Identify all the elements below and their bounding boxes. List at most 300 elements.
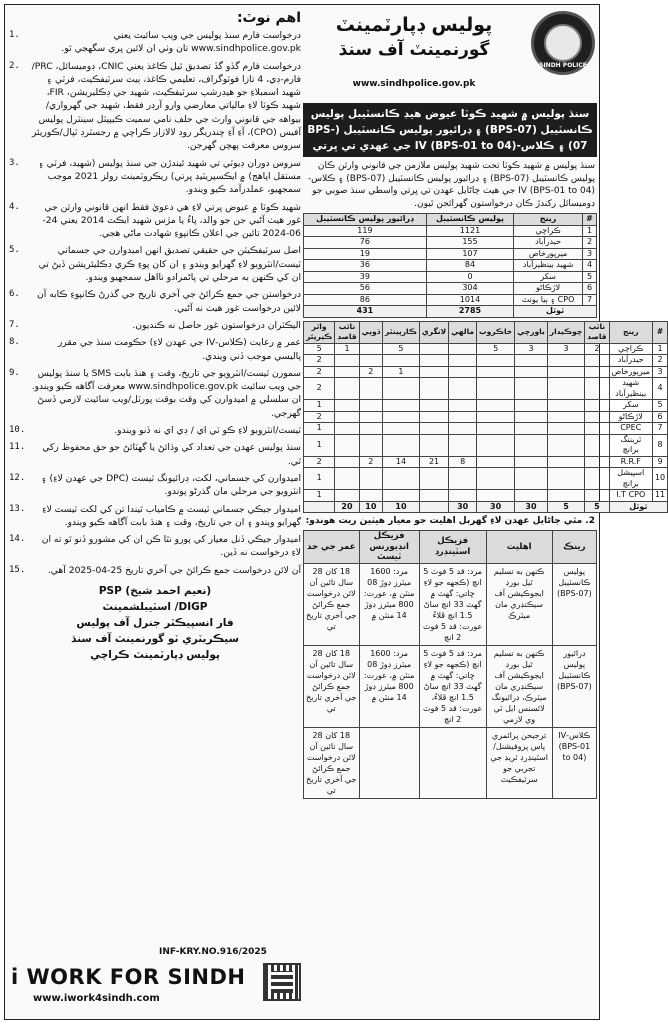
notes-list xyxy=(9,29,301,577)
note-text: اصل سرٽيفڪيٽن جي حقيقي تصديق انهن اميدوارن جي جسماني ٽيسٽ/انٽرويو لاءِ گهرايو ويندو ۽ ان کان پوءِ ڪري ڊڪليئريشن ڏيڻ تي ان کي ڪنهن به مرحلي تي پاڻمرادو نااهل سمجهيو ويندو. xyxy=(38,245,301,284)
table-cell xyxy=(359,468,382,490)
table-cell xyxy=(477,411,515,423)
column-header: چوڪيدار xyxy=(547,321,584,343)
table-cell: R.R.F xyxy=(609,456,652,468)
table-cell xyxy=(419,411,448,423)
table-cell xyxy=(449,378,477,400)
table-cell xyxy=(547,468,584,490)
table-cell xyxy=(547,400,584,412)
eligibility-rank: پوليس ڪانسٽيبل (BPS-07) xyxy=(552,563,596,645)
table-cell: 6 xyxy=(652,411,667,423)
column-header: مالهي xyxy=(449,321,477,343)
table-cell: ٽريننگ برانچ xyxy=(609,434,652,456)
eligibility-endurance xyxy=(359,727,419,798)
table-row xyxy=(304,490,668,502)
table-cell xyxy=(547,434,584,456)
eligibility-endurance: مرد: 1600 ميٽرز ڊوڙ 08 منٽن ۾، عورت: 800 ميٽرز ڊوڙ 14 منٽن ۾ xyxy=(359,645,419,727)
eligibility-age: 18 کان 28 سال تائين آن لائن درخواست جمع ڪرائڻ جي آخري تاريخ تي xyxy=(304,727,360,798)
table-cell xyxy=(419,490,448,502)
brand-url[interactable]: www.iwork4sindh.com xyxy=(33,993,160,1004)
table-cell: CPO ۽ ٻيا يونٽ xyxy=(514,294,583,306)
column-header: ڪارپينٽر xyxy=(383,321,420,343)
table-cell: 2 xyxy=(583,237,597,249)
notes-title: اهم نوٽ: xyxy=(236,10,301,26)
table-cell xyxy=(359,411,382,423)
table-cell xyxy=(449,400,477,412)
eligibility-rank: ڪلاس-IV (BPS-01 to 04) xyxy=(552,727,596,798)
table-cell: 3 xyxy=(515,343,548,355)
note-number: 13. xyxy=(9,503,26,514)
posts-table-header xyxy=(304,214,597,226)
note-item xyxy=(9,244,301,284)
note-item xyxy=(9,424,301,437)
note-number: 2. xyxy=(9,60,20,71)
table-cell xyxy=(547,490,584,502)
badge-icon xyxy=(544,24,582,62)
table-cell xyxy=(515,456,548,468)
table-cell xyxy=(515,411,548,423)
table-row xyxy=(304,225,597,237)
table-cell xyxy=(359,343,382,355)
table-cell: I.T CPO xyxy=(609,490,652,502)
signatory-designation-4: پوليس ڊپارٽمينٽ ڪراچي xyxy=(90,648,220,661)
table-cell xyxy=(419,355,448,367)
table-cell xyxy=(359,400,382,412)
table-cell xyxy=(585,468,609,490)
column-header: ڊرائيور پوليس ڪانسٽيبل xyxy=(304,214,427,226)
table-row xyxy=(304,378,668,400)
table-cell: 107 xyxy=(426,248,513,260)
table-row xyxy=(304,248,597,260)
total-cell xyxy=(419,501,448,513)
table-cell: 2 xyxy=(652,355,667,367)
total-cell: 30 xyxy=(515,501,548,513)
table-cell xyxy=(477,423,515,435)
note-item xyxy=(9,533,301,560)
intro-paragraph: سنڌ پوليس ۾ شهيد ڪوٽا تحت شهيد پوليس ملازمن جي قانوني وارثن ڪان پوليس ڪانسٽيبل (BPS-07) ۽ ڊرائيور پوليس ڪانسٽيبل (BPS-07) ۽ ڪلاس-IV (BPS-01 to 04) جي هيٺ ڄاڻايل عهدن تي ڀرتي واسطي سنڌ صوبي جو ڊوميسائل رکندڙ ڪان درخواستون گهرائجن ٿيون. xyxy=(307,161,595,209)
table-cell: 2 xyxy=(304,355,335,367)
table-cell xyxy=(547,355,584,367)
table-cell xyxy=(335,490,359,502)
qr-code-icon[interactable] xyxy=(263,963,301,1001)
table-cell xyxy=(477,456,515,468)
table-cell xyxy=(335,366,359,378)
table-cell xyxy=(383,411,420,423)
class-iv-table xyxy=(303,321,668,514)
table-cell: 1 xyxy=(304,490,335,502)
table-cell xyxy=(585,355,609,367)
table-cell: ڪراچي xyxy=(514,225,583,237)
reference-number: INF-KRY.NO.916/2025 xyxy=(159,947,267,957)
table-cell xyxy=(359,490,382,502)
eligibility-physical: مرد: قد 5 فوٽ 5 انچ (ڪجهه جو لاءِ ڇاتي: گهٽ ۾ گهٽ 33 انچ ساڻ 1.5 انچ ڦلاءُ، عورت: قد 5 فوٽ 2 انچ xyxy=(419,645,486,727)
note-item xyxy=(9,441,301,468)
note-item xyxy=(9,319,301,332)
total-pc: 2785 xyxy=(426,306,513,318)
table-cell: 5 xyxy=(583,271,597,283)
column-header: اهليت xyxy=(486,531,552,564)
eligibility-qual: ڪنهن به تسليم ٿيل بورڊ ايجوڪيشن آف سيڪنڊري مان ميٽرڪ، ڊرائيونگ لائسنس ايل ٽي وي لازمي xyxy=(486,645,552,727)
note-text: درخواستن جي جمع ڪرائڻ جي آخري تاريخ جي گذرڻ ڪانپوءِ ڪابه آن لائين درخواست غور هيٺ نه آڻبي. xyxy=(36,289,301,314)
eligibility-age: 18 کان 28 سال تائين آن لائن درخواست جمع ڪرائڻ جي آخري تاريخ تي xyxy=(304,563,360,645)
table-cell: 3 xyxy=(547,343,584,355)
note-text: سروس دوران ڊيوٽي تي شهيد ٿيندڙن جي سنڌ پوليس (شهيد، فرٽي ۽ مستقل اپاهج) ۾ ايڪسپريٽيڊ ڀرتي) ريڪروٽمينٽ رولز 2021 موجب سمجهيو، عملدرآمد ڪيو ويندو. xyxy=(38,157,301,196)
table-cell xyxy=(449,343,477,355)
table-cell xyxy=(335,434,359,456)
note-number: 8. xyxy=(9,337,20,348)
table-cell xyxy=(383,434,420,456)
table-row xyxy=(304,563,597,645)
table-row xyxy=(304,343,668,355)
eligibility-table-header xyxy=(304,531,597,564)
total-cell: 5 xyxy=(585,501,609,513)
table-cell: 2 xyxy=(359,366,382,378)
total-label: ٽوٽل xyxy=(609,501,668,513)
column-header: رينڪ xyxy=(552,531,596,564)
table-cell: شهيد بينظيرآباد xyxy=(514,260,583,272)
table-cell xyxy=(449,434,477,456)
table-cell xyxy=(585,456,609,468)
table-cell: 6 xyxy=(583,283,597,295)
footer xyxy=(9,945,595,1015)
eligibility-table xyxy=(303,530,597,799)
table-cell: 7 xyxy=(583,294,597,306)
table-cell xyxy=(477,366,515,378)
table-cell: 1 xyxy=(304,400,335,412)
table-cell xyxy=(359,355,382,367)
table-cell: 155 xyxy=(426,237,513,249)
table-cell xyxy=(383,423,420,435)
note-text: اميدوارن کي جسماني، لکت، ڊرائيونگ ٽيسٽ (DPC جي عهدن لاءِ) ۽ انٽرويو جي مرحلي مان گذرڻو پوندو. xyxy=(41,472,301,498)
column-header: ڌوٻي xyxy=(359,321,382,343)
table-cell xyxy=(419,468,448,490)
table-cell: 5 xyxy=(652,400,667,412)
note-number: 14. xyxy=(9,534,26,545)
table-cell xyxy=(419,366,448,378)
eligibility-age: 18 کان 28 سال تائين آن لائن درخواست جمع ڪرائڻ جي آخري تاريخ تي xyxy=(304,645,360,727)
table-row xyxy=(304,456,668,468)
table-cell: ميرپورخاص xyxy=(514,248,583,260)
table-cell xyxy=(383,400,420,412)
table-cell: 1 xyxy=(652,343,667,355)
table-cell xyxy=(449,468,477,490)
eligibility-physical: مرد: قد 5 فوٽ 5 انچ (ڪجهه جو لاءِ ڇاتي: گهٽ ۾ گهٽ 33 انچ ساڻ 1.5 انچ ڦلاءُ عورت: قد 5 فوٽ 2 انچ xyxy=(419,563,486,645)
note-text: سنڌ پوليس عهدن جي تعداد کي وڌائڻ يا گهٽائڻ جو حق محفوظ رکي ٿي. xyxy=(42,442,301,467)
government-title: گورنمينٽ آف سنڌ xyxy=(338,40,490,60)
total-row xyxy=(304,501,668,513)
note-item xyxy=(9,472,301,499)
brand-logo: i WORK FOR SINDH xyxy=(11,965,246,989)
table-cell: ميرپورخاص xyxy=(609,366,652,378)
table-cell: 84 xyxy=(426,260,513,272)
sindh-police-logo xyxy=(531,11,595,75)
table-row xyxy=(304,366,668,378)
eligibility-physical xyxy=(419,727,486,798)
table-cell: 5 xyxy=(304,343,335,355)
note-text: عمر ۾ رعايت (ڪلاس-IV جي عهدن لاءِ) حڪومت سنڌ جي مقرر پاليسي موجب ڏني ويندي. xyxy=(57,337,301,362)
table-cell: 14 xyxy=(383,456,420,468)
table-cell xyxy=(419,400,448,412)
table-cell: 7 xyxy=(652,423,667,435)
table-cell xyxy=(449,355,477,367)
table-cell xyxy=(547,411,584,423)
table-cell xyxy=(515,434,548,456)
table-cell xyxy=(335,400,359,412)
table-cell: حيدرآباد xyxy=(514,237,583,249)
column-header: عمر جي حد xyxy=(304,531,360,564)
note-item xyxy=(9,288,301,315)
column-header: ناٽب قاصد xyxy=(585,321,609,343)
total-cell: 10 xyxy=(359,501,382,513)
table-cell xyxy=(359,423,382,435)
note-number: 3. xyxy=(9,157,20,168)
note-number: 9. xyxy=(9,367,20,378)
table-cell xyxy=(335,468,359,490)
eligibility-endurance: مرد: 1600 ميٽرز ڊوڙ 08 منٽن ۾، عورت: 800 ميٽرز ڊوڙ 14 منٽن ۾ xyxy=(359,563,419,645)
note-number: 15. xyxy=(9,564,26,575)
table-cell xyxy=(547,456,584,468)
table-cell xyxy=(515,355,548,367)
table-cell: 2 xyxy=(304,411,335,423)
table-cell xyxy=(547,366,584,378)
note-number: 1. xyxy=(9,30,20,40)
table-cell xyxy=(419,343,448,355)
table-row xyxy=(304,400,668,412)
table-cell xyxy=(547,378,584,400)
note-number: 12. xyxy=(9,472,26,483)
table-cell xyxy=(359,434,382,456)
column-header: فزيڪل انڊيورنس ٽيسٽ xyxy=(359,531,419,564)
table-cell xyxy=(515,490,548,502)
note-text: شهيد ڪوٽا ۾ عيوض ڀرتي لاءِ هي دعويٰ فقط انهن قانوني وارثن جي غور هيٺ آڻبي جن جو والد، پاءُ يا مڙس شهيد ايڪٽ 2014 يعني 24-06-2024 تائين جي اعلان ڪانپوءِ شهادت ماڻي هجي. xyxy=(42,201,301,240)
table-cell xyxy=(419,434,448,456)
main-column xyxy=(303,9,666,944)
table-cell: 4 xyxy=(652,378,667,400)
table-cell xyxy=(477,355,515,367)
table-cell: 86 xyxy=(304,294,427,306)
table-cell xyxy=(585,423,609,435)
table-cell: 119 xyxy=(304,225,427,237)
table-cell xyxy=(419,423,448,435)
table-cell: 1 xyxy=(335,343,359,355)
note-item xyxy=(9,336,301,363)
note-number: 4. xyxy=(9,201,20,212)
table-cell xyxy=(449,366,477,378)
table-cell: 3 xyxy=(583,248,597,260)
table-cell xyxy=(515,400,548,412)
signatory-name: (نعيم احمد شيخ) PSP xyxy=(98,584,212,597)
table-row xyxy=(304,727,597,798)
total-label: ٽوٽل xyxy=(514,306,597,318)
table-row xyxy=(304,260,597,272)
total-cell: 30 xyxy=(477,501,515,513)
table-row xyxy=(304,423,668,435)
table-cell xyxy=(585,411,609,423)
important-notes xyxy=(9,9,301,944)
note-item xyxy=(9,60,301,153)
table-cell xyxy=(585,400,609,412)
table-cell: 304 xyxy=(426,283,513,295)
note-item xyxy=(9,201,301,241)
table-cell: 76 xyxy=(304,237,427,249)
table-cell xyxy=(335,456,359,468)
table-cell: 5 xyxy=(383,343,420,355)
table-cell: 36 xyxy=(304,260,427,272)
note-text: ٽيسٽ/انٽرويو لاءِ ڪو ٽي اي / ڊي اي نه ڏنو ويندو. xyxy=(114,425,301,437)
total-cell: 30 xyxy=(449,501,477,513)
table-cell: سکر xyxy=(609,400,652,412)
table-cell: لاڙڪاڻو xyxy=(609,411,652,423)
table-cell: 2 xyxy=(304,378,335,400)
column-header: پوليس ڪانسٽيبل xyxy=(426,214,513,226)
table-cell xyxy=(419,378,448,400)
table-cell xyxy=(547,423,584,435)
table-cell: 1 xyxy=(304,468,335,490)
table-cell xyxy=(383,490,420,502)
table-cell: 56 xyxy=(304,283,427,295)
note-text: درخواست فارم سنڌ پوليس جي ويب سائيٽ يعني www.sindhpolice.gov.pk تان وٺي ان لائين ڀري سگهجي ٿو. xyxy=(61,30,301,55)
column-header: باورچي xyxy=(515,321,548,343)
column-header: # xyxy=(583,214,597,226)
eligibility-heading: 2. مٿي ڄاڻايل عهدن لاءِ گهربل اهليت جو معيار هيٺين ريت هوندو: xyxy=(305,516,595,526)
table-row xyxy=(304,283,597,295)
table-row xyxy=(304,271,597,283)
brand-text: WORK FOR SINDH xyxy=(26,965,246,989)
total-cell: 5 xyxy=(547,501,584,513)
column-header: رينج xyxy=(609,321,652,343)
table-cell: 2 xyxy=(304,456,335,468)
table-cell xyxy=(585,366,609,378)
table-cell: 10 xyxy=(652,468,667,490)
table-row xyxy=(304,355,668,367)
table-row xyxy=(304,237,597,249)
table-cell xyxy=(335,423,359,435)
table-cell: حيدرآباد xyxy=(609,355,652,367)
posts-table xyxy=(303,213,597,318)
eligibility-qual: ترجيحن پرائمري پاس پروفيشنل/اسٽينڊرڊ ٽريڊ جي تجربي جو سرٽيفڪيٽ xyxy=(486,727,552,798)
note-text: آن لائن درخواست جمع ڪرائڻ جي آخري تاريخ 25-04-2025 آهي. xyxy=(47,564,301,576)
table-cell: 2 xyxy=(585,343,609,355)
note-item xyxy=(9,367,301,420)
eligibility-rank: ڊرائيور پوليس ڪانسٽيبل (BPS-07) xyxy=(552,645,596,727)
note-text: اليڪٽران درخواستون غور حاصل نه ڪنديون. xyxy=(132,319,301,331)
column-header: لانگري xyxy=(419,321,448,343)
table-cell xyxy=(335,411,359,423)
total-cell: 10 xyxy=(383,501,420,513)
table-cell xyxy=(515,378,548,400)
table-cell: 8 xyxy=(652,434,667,456)
note-number: 7. xyxy=(9,319,20,330)
table-cell: 1 xyxy=(583,225,597,237)
advertisement-page xyxy=(4,4,666,1020)
table-cell xyxy=(515,468,548,490)
table-cell: CPEC xyxy=(609,423,652,435)
table-row xyxy=(304,434,668,456)
total-cell xyxy=(304,501,335,513)
table-cell: 19 xyxy=(304,248,427,260)
table-cell: لاڙڪاڻو xyxy=(514,283,583,295)
table-cell xyxy=(477,468,515,490)
table-cell xyxy=(449,490,477,502)
recruitment-banner: سنڌ پوليس ۾ شهيد ڪوٽا عيوض هيڊ ڪانسٽيبل پوليس ڪانسٽيبل (BPS-07) ۽ ڊرائيور پوليس ڪانسٽيبل (BPS-07) ۽ ڪلاس-IV (BPS-01 to 04) جي عهدي تي ڀرتي xyxy=(303,103,597,157)
table-cell: ڪراچي xyxy=(609,343,652,355)
table-cell: 4 xyxy=(583,260,597,272)
table-cell: 39 xyxy=(304,271,427,283)
table-cell xyxy=(477,490,515,502)
signatory-designation-1: DIGP/ اسٽيبلشمينٽ xyxy=(102,600,208,613)
website-link[interactable]: www.sindhpolice.gov.pk xyxy=(352,79,476,89)
table-cell xyxy=(585,378,609,400)
note-text: اميدوار جيڪي جسماني ٽيسٽ ۾ ڪامياب ٿيندا تن کي لکت ٽيسٽ لاءِ گهرايو ويندو ۽ ان جي تاريخ، وقت ۽ هنڌ بابت آگاهه ڪيو ويندو. xyxy=(42,503,301,528)
table-cell: 8 xyxy=(449,456,477,468)
note-number: 6. xyxy=(9,289,20,300)
logo-text: SINDH POLICE xyxy=(539,62,587,69)
note-number: 10. xyxy=(9,425,26,436)
table-cell: 2 xyxy=(359,456,382,468)
note-item xyxy=(9,157,301,197)
table-cell: 3 xyxy=(652,366,667,378)
signatory-designation-3: سيڪريٽري ٽو گورنمينٽ آف سنڌ xyxy=(71,632,239,645)
note-text: اميدوار جيڪي ڏنل معيار کي پورو نٿا ڪن ان کي مشورو ڏنو ٿو ته ان لاءِ درخواست نه ڏين. xyxy=(41,534,301,559)
table-cell xyxy=(383,468,420,490)
table-cell: 1 xyxy=(304,423,335,435)
column-header: # xyxy=(652,321,667,343)
table-cell: 11 xyxy=(652,490,667,502)
total-row xyxy=(304,306,597,318)
column-header: خاڪروب xyxy=(477,321,515,343)
table-row xyxy=(304,468,668,490)
total-dpc: 431 xyxy=(304,306,427,318)
table-cell xyxy=(477,400,515,412)
table-cell xyxy=(383,378,420,400)
note-number: 5. xyxy=(9,245,20,256)
table-cell xyxy=(359,378,382,400)
table-cell xyxy=(515,366,548,378)
header xyxy=(303,9,597,101)
note-item xyxy=(9,503,301,530)
signature-block xyxy=(9,583,301,663)
column-header: نائب قاصد xyxy=(335,321,359,343)
column-header: واٽر ڪيريئر xyxy=(304,321,335,343)
table-cell: 1 xyxy=(383,366,420,378)
department-title: پوليس ڊپارٽمينٽ xyxy=(335,14,493,36)
table-cell: 1 xyxy=(304,434,335,456)
note-text: سمورن ٽيسٽ/انٽرويو جي تاريخ، وقت ۽ هنڌ بابت SMS يا سنڌ پوليس جي ويب سائيٽ www.sindhpolice.gov.pk معرفت آگاهه ڪيو ويندو. ان سلسلي ۾ اميدوارن کي وقت بوقت پورٽل/ويب سائيٽ لازمي ڏسڻ گهرجي. xyxy=(31,367,301,419)
table-cell xyxy=(585,490,609,502)
table-row xyxy=(304,411,668,423)
table-row xyxy=(304,294,597,306)
table-cell: 21 xyxy=(419,456,448,468)
table-cell: 5 xyxy=(477,343,515,355)
eligibility-qual: ڪنهن به تسليم ٿيل بورڊ ايجوڪيشن آف سيڪنڊري مان ميٽرڪ xyxy=(486,563,552,645)
note-item xyxy=(9,564,301,577)
class-iv-table-header xyxy=(304,321,668,343)
table-cell: 0 xyxy=(426,271,513,283)
table-cell: 9 xyxy=(652,456,667,468)
table-cell: 2 xyxy=(304,366,335,378)
note-number: 11. xyxy=(9,442,26,453)
table-cell: 1014 xyxy=(426,294,513,306)
table-cell: شهيد بينظيرآباد xyxy=(609,378,652,400)
table-cell xyxy=(477,378,515,400)
total-cell: 20 xyxy=(335,501,359,513)
note-text: درخواست فارم گڏو گڏ تصديق ٿيل ڪاغذ يعني CNIC، ڊوميسائل، PRC/فارم-ڊي، 4 تازا فوٽوگراف، تعليمي ڪاغذ، ٻيٽ سرٽيفڪيٽ، فرٽي ۽ شهيد اسمبلاءِ جو هيڊرشپ سرٽيفڪيٽ، شهيد جي ڊڪليريشن، FIR، شهيد ڪوٽا لاءِ مالياتي معارضي وارو آرڊر فقط، شهيد جي گهرواري/بيواهه جي قانوني وارث جي حلف نامي سميت ڪيپيٽل سينٽرل پوليس آفيس (CPO)، آءِ آءِ چندريگر روڊ لالازار ڪراچي ۾ رجسٽرڊ ٽپال/ڪوريئر سروس معرفت پهچن گهرجن. xyxy=(31,60,301,152)
table-cell xyxy=(335,355,359,367)
table-cell xyxy=(383,355,420,367)
note-item xyxy=(9,29,301,56)
table-cell: 1121 xyxy=(426,225,513,237)
table-cell: سکر xyxy=(514,271,583,283)
